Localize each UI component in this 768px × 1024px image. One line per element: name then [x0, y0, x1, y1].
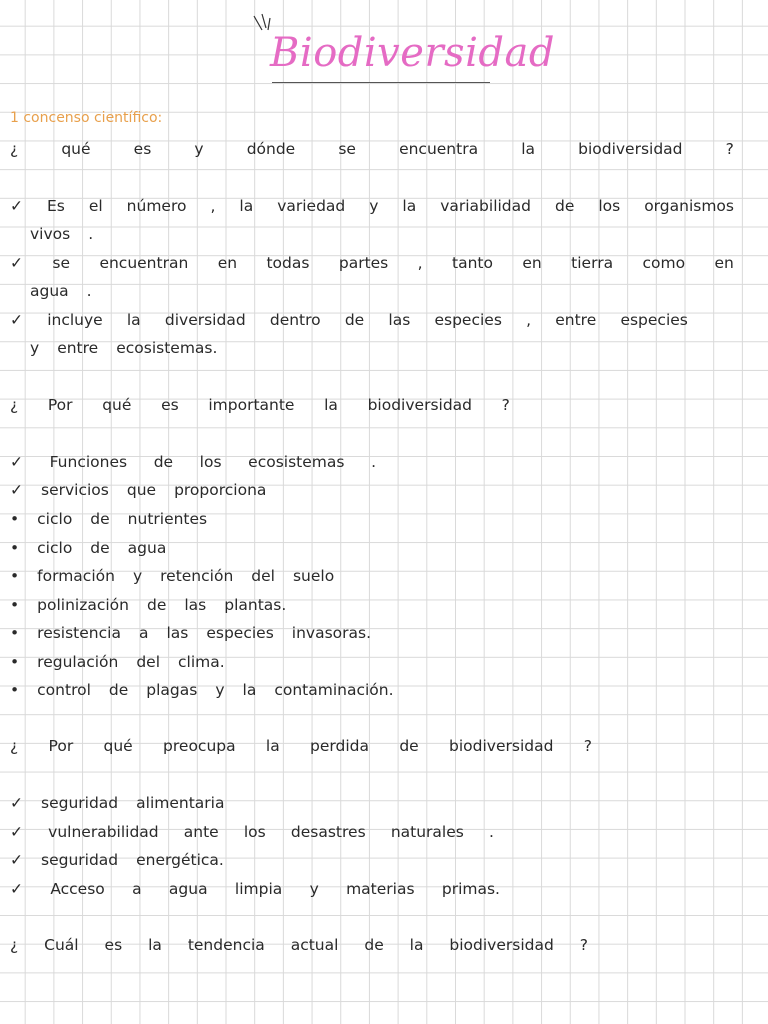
word: Funciones: [49, 453, 128, 471]
dot-item: [10, 510, 734, 528]
word: diversidad: [164, 311, 246, 329]
word: contaminación.: [274, 681, 394, 699]
word: ecosistemas.: [116, 339, 218, 357]
word: ,: [210, 197, 216, 215]
word: la: [402, 197, 417, 215]
word: encuentra: [399, 140, 479, 158]
word: plantas.: [224, 596, 287, 614]
section-label: 1 concenso científico:: [10, 110, 163, 126]
word: ✓: [10, 880, 23, 898]
bullet-line: [10, 311, 688, 329]
word: control: [37, 681, 91, 699]
word: ✓: [10, 254, 23, 272]
word: suelo: [292, 567, 335, 585]
word: Por: [48, 737, 74, 755]
word: ✓: [10, 197, 23, 215]
word: qué: [61, 140, 91, 158]
word: servicios: [41, 481, 109, 499]
word: la: [265, 737, 280, 755]
bullet-continuation: [30, 225, 734, 243]
word: .: [488, 823, 494, 841]
word: en: [522, 254, 542, 272]
word: de: [153, 453, 174, 471]
bullet-line: [10, 851, 734, 869]
dot-item: [10, 653, 734, 671]
word: dónde: [246, 140, 296, 158]
word: •: [10, 510, 20, 528]
word: las: [184, 596, 207, 614]
word: de: [554, 197, 575, 215]
word: ciclo: [37, 510, 73, 528]
word: especies: [620, 311, 688, 329]
dot-item: [10, 596, 734, 614]
bullet-line: [10, 254, 734, 272]
word: dentro: [269, 311, 321, 329]
word: .: [86, 282, 92, 300]
bullet-line: [10, 481, 734, 499]
word: la: [126, 311, 141, 329]
bullet-line: [10, 880, 500, 898]
word: ✓: [10, 823, 23, 841]
word: ✓: [10, 481, 23, 499]
word: proporciona: [174, 481, 267, 499]
word: Acceso: [50, 880, 105, 898]
word: •: [10, 653, 20, 671]
word: en: [217, 254, 238, 272]
word: ?: [725, 140, 734, 158]
dot-item: [10, 539, 734, 557]
word: preocupa: [163, 737, 236, 755]
word: •: [10, 596, 20, 614]
word: •: [10, 681, 20, 699]
word: se: [52, 254, 71, 272]
word: .: [371, 453, 376, 471]
word: partes: [338, 254, 389, 272]
word: y: [309, 880, 319, 898]
word: biodiversidad: [578, 140, 683, 158]
word: ?: [579, 936, 588, 954]
title-block: [240, 8, 555, 88]
word: nutrientes: [127, 510, 208, 528]
word: la: [409, 936, 424, 954]
word: biodiversidad: [449, 737, 554, 755]
word: retención: [160, 567, 234, 585]
word: la: [148, 936, 162, 954]
word: la: [521, 140, 535, 158]
word: del: [136, 653, 161, 671]
word: la: [324, 396, 338, 414]
bullet-line: [10, 794, 734, 812]
word: encuentran: [99, 254, 189, 272]
word: ?: [583, 737, 592, 755]
word: ¿: [10, 140, 19, 158]
word: ,: [526, 311, 532, 329]
word: ecosistemas: [248, 453, 345, 471]
word: invasoras.: [291, 624, 372, 642]
word: las: [166, 624, 189, 642]
word: polinización: [37, 596, 129, 614]
word: clima.: [178, 653, 225, 671]
word: actual: [290, 936, 339, 954]
word: regulación: [37, 653, 119, 671]
word: formación: [37, 567, 115, 585]
word: de: [147, 596, 167, 614]
word: los: [598, 197, 621, 215]
word: ciclo: [37, 539, 73, 557]
word: ✓: [10, 311, 23, 329]
question-line: [10, 396, 510, 414]
word: agua: [127, 539, 167, 557]
word: los: [243, 823, 266, 841]
word: especies: [434, 311, 502, 329]
word: plagas: [146, 681, 198, 699]
word: de: [344, 311, 365, 329]
word: variedad: [277, 197, 346, 215]
word: de: [90, 510, 110, 528]
word: naturales: [390, 823, 464, 841]
word: biodiversidad: [367, 396, 473, 414]
word: agua: [168, 880, 208, 898]
word: •: [10, 539, 20, 557]
dot-item: [10, 624, 734, 642]
question-line: [10, 737, 592, 755]
word: número: [126, 197, 187, 215]
word: y: [30, 339, 40, 357]
word: qué: [103, 737, 133, 755]
word: que: [126, 481, 157, 499]
word: •: [10, 567, 20, 585]
word: de: [108, 681, 129, 699]
bullet-line: [10, 823, 494, 841]
word: el: [88, 197, 103, 215]
word: desastres: [290, 823, 366, 841]
word: ?: [501, 396, 510, 414]
word: la: [242, 681, 257, 699]
word: ✓: [10, 453, 23, 471]
word: entre: [555, 311, 597, 329]
word: y: [215, 681, 225, 699]
word: ✓: [10, 794, 23, 812]
word: variabilidad: [440, 197, 531, 215]
word: los: [199, 453, 222, 471]
word: del: [251, 567, 275, 585]
word: importante: [208, 396, 295, 414]
bullet-continuation: [30, 282, 734, 300]
word: de: [90, 539, 110, 557]
word: ¿: [10, 396, 19, 414]
word: se: [338, 140, 356, 158]
dot-item: [10, 681, 734, 699]
word: vulnerabilidad: [48, 823, 159, 841]
word: y: [132, 567, 143, 585]
word: limpia: [234, 880, 283, 898]
word: primas.: [441, 880, 500, 898]
word: resistencia: [37, 624, 121, 642]
question-line: [10, 936, 588, 954]
word: Es: [46, 197, 65, 215]
question-line: [10, 140, 734, 158]
word: .: [88, 225, 94, 243]
bullet-line: [10, 453, 376, 471]
word: Por: [47, 396, 73, 414]
word: biodiversidad: [449, 936, 554, 954]
word: y: [369, 197, 379, 215]
word: es: [133, 140, 152, 158]
word: a: [132, 880, 142, 898]
bullet-line: [10, 197, 734, 215]
word: todas: [266, 254, 310, 272]
word: especies: [206, 624, 274, 642]
word: seguridad: [41, 851, 119, 869]
word: Cuál: [44, 936, 79, 954]
word: •: [10, 624, 20, 642]
word: como: [642, 254, 686, 272]
word: organismos: [644, 197, 734, 215]
word: tanto: [452, 254, 493, 272]
title-underline: [272, 82, 490, 83]
word: ✓: [10, 851, 23, 869]
word: ante: [183, 823, 219, 841]
word: ¿: [10, 737, 19, 755]
word: de: [364, 936, 384, 954]
word: de: [399, 737, 419, 755]
word: a: [138, 624, 149, 642]
word: y: [194, 140, 204, 158]
word: perdida: [310, 737, 370, 755]
word: la: [239, 197, 254, 215]
word: seguridad: [41, 794, 119, 812]
word: tendencia: [187, 936, 265, 954]
word: es: [161, 396, 179, 414]
bullet-continuation: [30, 339, 734, 357]
word: materias: [346, 880, 415, 898]
word: en: [714, 254, 734, 272]
word: vivos: [30, 225, 71, 243]
word: agua: [30, 282, 69, 300]
word: alimentaria: [136, 794, 225, 812]
word: es: [104, 936, 123, 954]
word: ,: [417, 254, 423, 272]
word: ¿: [10, 936, 19, 954]
word: tierra: [571, 254, 614, 272]
word: entre: [57, 339, 99, 357]
word: energética.: [136, 851, 224, 869]
word: las: [388, 311, 411, 329]
page-title: Biodiversidad: [270, 30, 555, 76]
word: qué: [102, 396, 132, 414]
dot-item: [10, 567, 734, 585]
word: incluye: [47, 311, 103, 329]
